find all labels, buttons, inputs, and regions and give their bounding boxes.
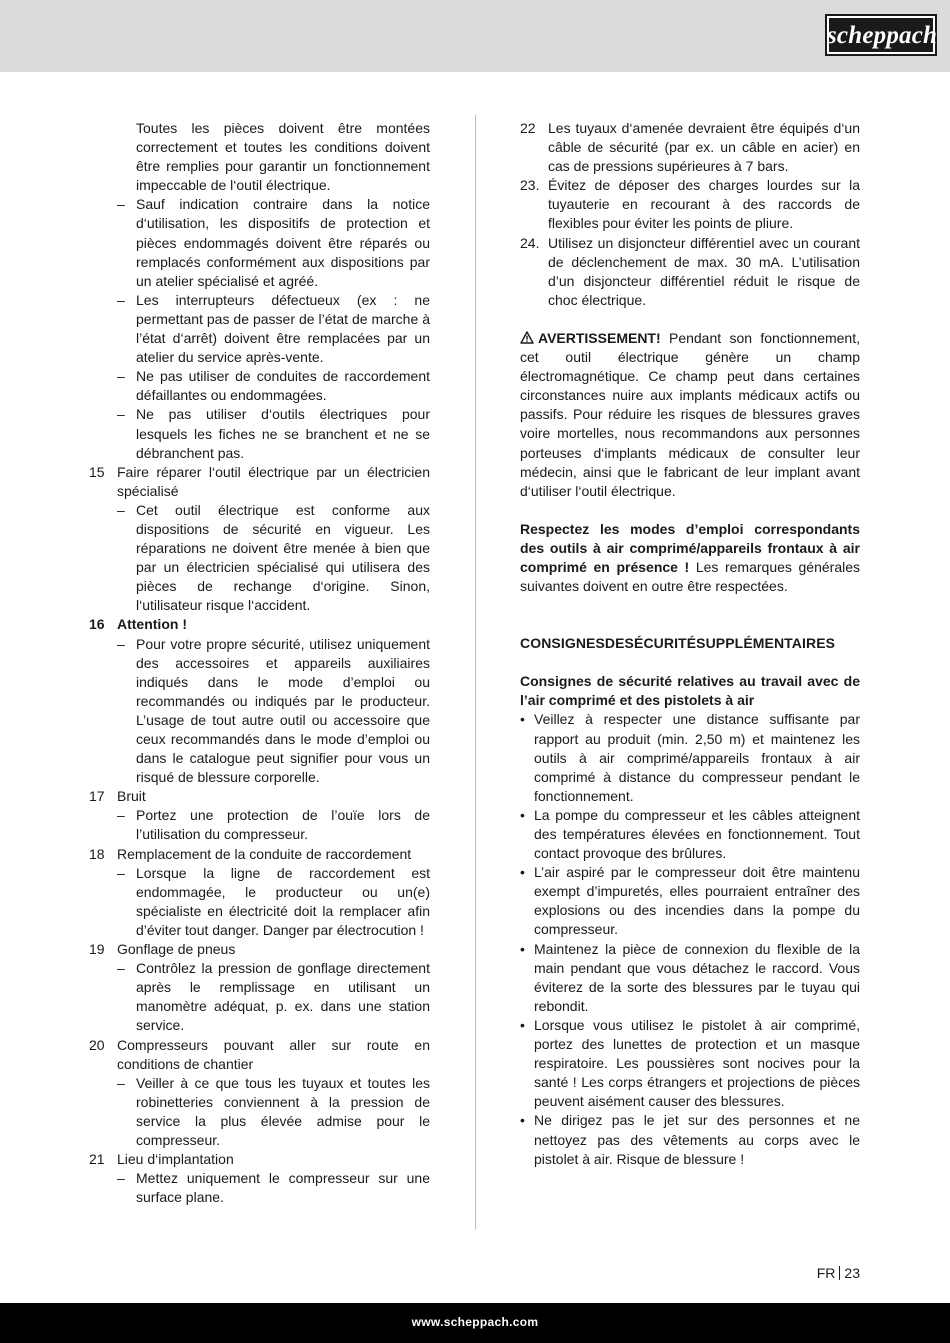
item-16-title: 16 Attention ! (89, 616, 187, 633)
intro-dash-item: – Les interrupteurs défectueux (ex : ne permettant pas de passer de l’état de marche à l’état d‘arrêt) doivent être remplacées par un atelier du service après-vente. (89, 291, 430, 367)
page-lang: FR (816, 1265, 836, 1281)
warning-label: AVERTISSEMENT! (538, 329, 661, 346)
intro-dash-item: – Ne pas utiliser d‘outils électriques pour lesquels les fiches ne se branchent et ne se débranchent pas. (89, 405, 430, 462)
item-19-title: 19 Gonflage de pneus (89, 941, 236, 958)
intro-paragraph: Toutes les pièces doivent être montées correctement et toutes les conditions doivent être remplies pour garantir un fonctionnement impeccable de l‘outil électrique. (136, 120, 430, 194)
item-23: 23. Évitez de déposer des charges lourdes sur la tuyauterie en recourant à des raccords de flexibles pour éviter les points de pliure. (520, 177, 860, 232)
item-21-dash: – Mettez uniquement le compresseur sur une surface plane. (89, 1169, 430, 1207)
intro-dash-item: – Sauf indication contraire dans la notice d‘utilisation, les dispositifs de protection et pièces endommagés doivent être réparés ou remplacés conformément aux dispositions par un atelier spécialisé et agréé. (89, 195, 430, 290)
bullet-item: • Veillez à respecter une distance suffisante par rapport au produit (min. 2,50 m) et maintenez les outils à air comprimé/appareils frontaux à air comprimé à distance du compresseur pendant le fonctionnement. (520, 710, 860, 805)
item-21-title: 21 Lieu d‘implantation (89, 1151, 234, 1168)
bullet-item: • L’air aspiré par le compresseur doit être maintenu exempt d’impuretés, elles pourraient entraîner des explosions ou des incendies dans la pompe du compresseur. (520, 863, 860, 939)
footer-url[interactable]: www.scheppach.com (411, 1315, 539, 1329)
page-number (817, 1265, 860, 1281)
column-divider (475, 115, 476, 1230)
item-24: 24. Utilisez un disjoncteur différentiel avec un courant de déclenchement de max. 30 mA. L’utilisation d’un disjoncteur différentiel réduit le risque de choc électrique. (520, 234, 860, 308)
item-15-title: 15 Faire réparer l‘outil électrique par un électricien spécialisé (89, 463, 430, 499)
footer-bar (0, 1303, 950, 1343)
left-column (89, 119, 430, 1207)
item-15-dash: – Cet outil électrique est conforme aux dispositions de sécurité en vigueur. Les réparations ne doivent être menée à bien que par un électricien spécialisé qui utilisera des pièces de rechange d‘origine. Sinon, l‘utilisateur risque l‘accident. (89, 501, 430, 616)
section-heading: CONSIGNESDESÉCURITÉSUPPLÉMENTAIRES (520, 635, 836, 652)
page-num: 23 (844, 1265, 860, 1281)
header-bar (0, 0, 950, 72)
warning-icon (520, 331, 534, 344)
modes-bold: Respectez les modes d’emploi correspondants des outils à air comprimé/appareils frontaux à air comprimé en présence ! (520, 520, 860, 575)
bullet-item: • La pompe du compresseur et les câbles atteignent des températures élevées en fonctionnement. Tout contact provoque des brûlures. (520, 806, 860, 863)
bullet-item: • Lorsque vous utilisez le pistolet à air comprimé, portez des lunettes de protection et un masque respiratoire. Les poussières sont nocives pour la santé ! Les corps étrangers et projections de pièces peuvent aisément causer des blessures. (520, 1016, 860, 1111)
item-22: 22 Les tuyaux d‘amenée devraient être équipés d‘un câble de sécurité (par ex. un câble en acier) en cas de pressions supérieures à 7 bars. (520, 120, 860, 175)
item-20-title: 20 Compresseurs pouvant aller sur route en conditions de chantier (89, 1036, 430, 1072)
item-20-dash: – Veiller à ce que tous les tuyaux et toutes les robinetteries conviennent à la pression de service la plus élevée admise pour le compresseur. (89, 1074, 430, 1150)
item-19-dash: – Contrôlez la pression de gonflage directement après le remplissage en utilisant un manomètre adéquat, p. ex. dans une station service. (89, 959, 430, 1035)
sub-heading: Consignes de sécurité relatives au travail avec de l’air comprimé et des pistolets à air (520, 673, 860, 709)
modes-text: Les remarques générales suivantes doivent en outre être respectées. (520, 558, 860, 595)
warning-text: Pendant son fonctionnement, cet outil électrique génère un champ électromagnétique. Ce champ peut dans certaines circonstances nuire aux implants médicaux actifs ou passifs. Pour réduire les risques de blessures graves voire mortelles, nous recommandons aux personnes porteuses d‘implants médicaux de consulter leur médecin, ainsi que le fabricant de leur implant avant d‘utiliser l‘outil électrique. (520, 329, 860, 499)
item-17-dash: – Portez une protection de l’ouïe lors de l’utilisation du compresseur. (89, 806, 430, 844)
warning-paragraph (520, 329, 860, 501)
right-column (520, 119, 860, 1169)
item-16-dash: – Pour votre propre sécurité, utilisez uniquement des accessoires et appareils auxiliaires indiqués dans le mode d’emploi ou recommandés ou indiqués par le producteur. L’usage de tout autre outil ou accessoire que ceux recommandés dans le mode d’emploi ou dans le catalogue peut signifier pour vous un risqué de blessure corporelle. (89, 635, 430, 788)
item-17-title: 17 Bruit (89, 788, 146, 805)
bullet-item: • Maintenez la pièce de connexion du flexible de la main pendant que vous détachez le raccord. Vous éviterez de la sorte des blessures par le tuyau qui rebondit. (520, 940, 860, 1016)
item-18-title: 18 Remplacement de la conduite de raccordement (89, 845, 412, 862)
scheppach-logo: scheppach (825, 14, 937, 56)
intro-dash-item: – Ne pas utiliser de conduites de raccordement défaillantes ou endommagées. (89, 367, 430, 405)
item-18-dash: – Lorsque la ligne de raccordement est endommagée, le producteur ou un(e) spécialiste en électricité doit la remplacer afin d’éviter tout danger. Danger par électrocution ! (89, 864, 430, 940)
modes-paragraph (520, 520, 860, 596)
bullet-item: • Ne dirigez pas le jet sur des personnes et ne nettoyez pas des vêtements au corps avec le pistolet à air. Risque de blessure ! (520, 1111, 860, 1168)
